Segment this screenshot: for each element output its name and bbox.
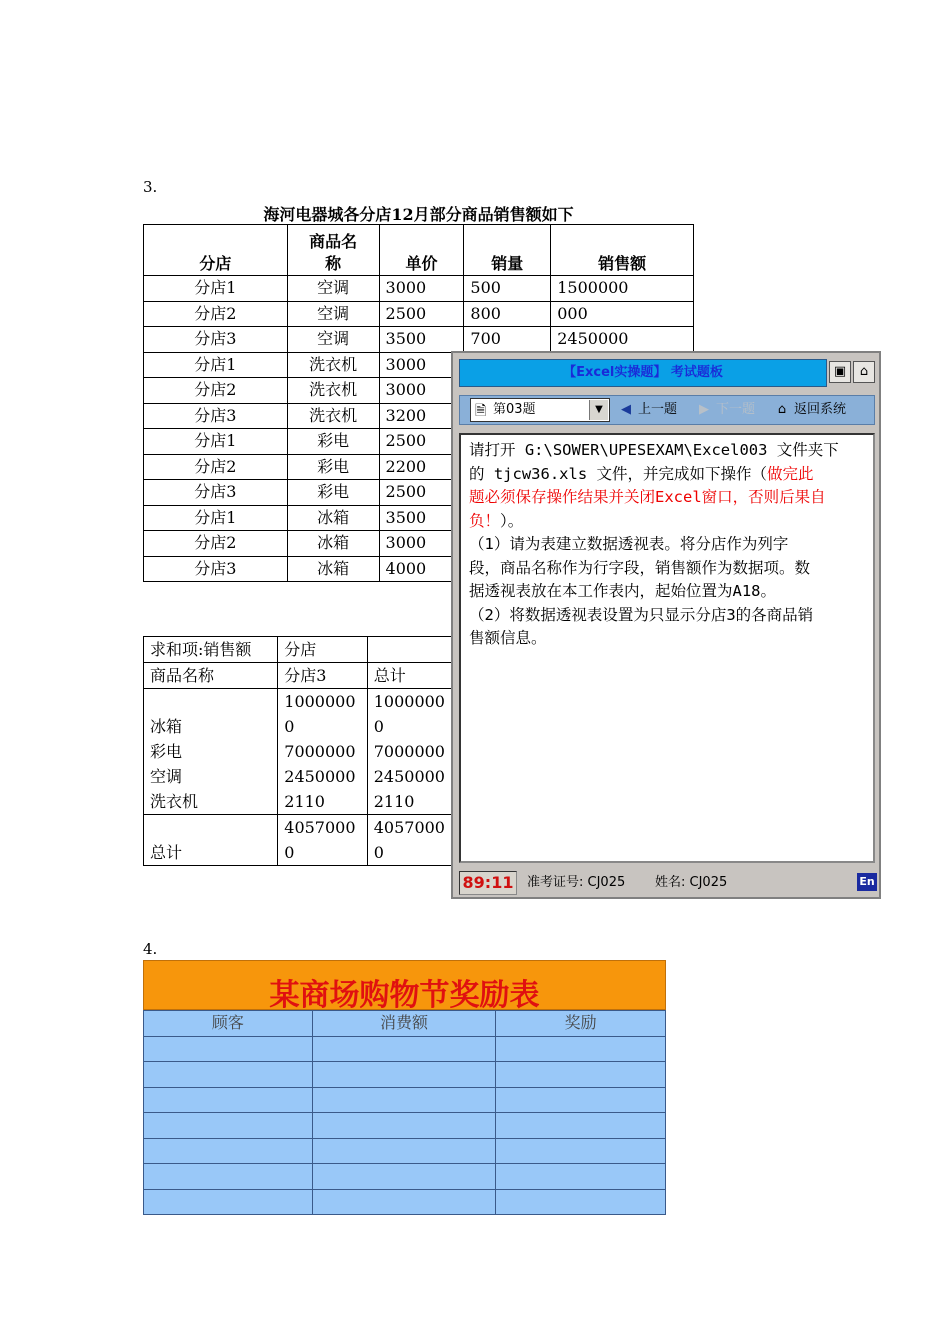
sales-cell: 分店2	[144, 301, 288, 327]
sales-cell: 分店1	[144, 429, 288, 455]
question-line: 段，商品名称作为行字段，销售额作为数据项。数	[469, 558, 811, 577]
header-reward: 奖励	[496, 1011, 666, 1037]
chevron-down-icon[interactable]: ▼	[589, 400, 608, 420]
reward-cell[interactable]	[144, 1164, 313, 1190]
reward-cell[interactable]	[496, 1087, 666, 1113]
reward-cell[interactable]	[312, 1164, 496, 1190]
header-store: 分店	[144, 225, 288, 276]
prev-label: 上一题	[638, 402, 678, 417]
sales-cell: 2500	[379, 301, 464, 327]
sales-row	[144, 301, 694, 327]
sales-cell: 彩电	[287, 429, 379, 455]
pivot-cell: 求和项:销售额	[144, 637, 278, 663]
pivot-value: 4057000	[284, 818, 356, 837]
sales-cell: 分店3	[144, 327, 288, 353]
sales-cell: 分店1	[144, 352, 288, 378]
sales-cell: 3000	[379, 276, 464, 302]
question-line: 据透视表放在本工作表内，起始位置为A18。	[469, 582, 776, 600]
reward-cell[interactable]	[144, 1138, 313, 1164]
pivot-total-label: 总计	[150, 843, 183, 862]
sales-cell: 3000	[379, 531, 464, 557]
pivot-value: 0	[373, 717, 384, 736]
panel-toolbar	[459, 395, 875, 425]
reward-title: 某商场购物节奖励表	[143, 960, 666, 1010]
question-number-3: 3.	[143, 178, 158, 196]
sales-cell: 分店1	[144, 505, 288, 531]
sales-cell: 空调	[287, 301, 379, 327]
document-icon: 🗎	[475, 403, 487, 419]
reward-cell[interactable]	[312, 1113, 496, 1139]
sales-cell: 500	[464, 276, 551, 302]
header-customer: 顾客	[144, 1011, 313, 1037]
pivot-store3-cell	[278, 689, 367, 815]
candidate-name: 姓名: CJ025	[655, 875, 728, 890]
sales-cell: 3500	[379, 505, 464, 531]
question-line: 请打开 G:\SOWER\UPESEXAM\Excel003 文件夹下	[469, 441, 839, 459]
sales-table-caption: 海河电器城各分店12月部分商品销售额如下	[263, 205, 574, 224]
pivot-product: 洗衣机	[150, 792, 199, 811]
pivot-cell: 分店	[278, 637, 367, 663]
sales-table-header	[144, 225, 694, 276]
panel-title: 【Excel实操题】 考试题板	[459, 359, 827, 387]
pivot-value: 2110	[373, 792, 415, 811]
sales-cell: 分店1	[144, 276, 288, 302]
sales-cell: 2500	[379, 480, 464, 506]
reward-row	[144, 1113, 666, 1139]
reward-grid	[143, 1010, 666, 1215]
exam-panel	[451, 351, 881, 899]
pivot-row-1	[144, 637, 452, 663]
question-line: 的 tjcw36.xls 文件，并完成如下操作（做完此	[469, 464, 814, 483]
sales-cell: 冰箱	[287, 556, 379, 582]
reward-row	[144, 1189, 666, 1215]
question-select-value: 第03题	[493, 402, 536, 417]
sales-cell: 空调	[287, 327, 379, 353]
pivot-table	[143, 636, 452, 866]
reward-cell[interactable]	[144, 1113, 313, 1139]
reward-cell[interactable]	[144, 1062, 313, 1088]
reward-header	[144, 1011, 666, 1037]
next-question-button[interactable]	[696, 399, 755, 421]
sales-cell: 700	[464, 327, 551, 353]
sales-cell: 分店3	[144, 480, 288, 506]
sales-row	[144, 276, 694, 302]
sales-cell: 000	[551, 301, 694, 327]
sales-cell: 2200	[379, 454, 464, 480]
pivot-total-store3	[278, 815, 367, 866]
sales-cell: 彩电	[287, 480, 379, 506]
sales-cell: 分店2	[144, 454, 288, 480]
reward-cell[interactable]	[312, 1087, 496, 1113]
sales-cell: 2500	[379, 429, 464, 455]
reward-cell[interactable]	[312, 1189, 496, 1215]
reward-cell[interactable]	[312, 1036, 496, 1062]
pivot-cell	[367, 637, 451, 663]
question-select[interactable]	[470, 398, 610, 422]
ticket-number: 准考证号: CJ025	[527, 875, 626, 890]
pivot-value: 2110	[284, 792, 325, 811]
reward-cell[interactable]	[312, 1138, 496, 1164]
panel-status-bar	[459, 871, 879, 895]
home-icon[interactable]: ⌂	[853, 361, 875, 383]
reward-cell[interactable]	[496, 1138, 666, 1164]
arrow-left-icon: ◀	[621, 402, 631, 417]
reward-cell[interactable]	[144, 1087, 313, 1113]
question-warning: 题必须保存操作结果并关闭Excel窗口，否则后果自	[469, 488, 826, 506]
pivot-value: 7000000	[284, 742, 356, 761]
sales-cell: 彩电	[287, 454, 379, 480]
pivot-cell: 分店3	[278, 663, 367, 689]
sales-row	[144, 327, 694, 353]
pivot-row-2	[144, 663, 452, 689]
reward-row	[144, 1087, 666, 1113]
pivot-total-label-cell	[144, 815, 278, 866]
pivot-value: 0	[284, 843, 295, 862]
reward-row	[144, 1164, 666, 1190]
home-icon: ⌂	[777, 402, 787, 417]
sales-cell: 分店3	[144, 403, 288, 429]
reward-cell[interactable]	[496, 1189, 666, 1215]
header-sales: 销售额	[551, 225, 694, 276]
sales-cell: 洗衣机	[287, 403, 379, 429]
pivot-value: 2450000	[284, 767, 356, 786]
sales-cell: 1500000	[551, 276, 694, 302]
sales-cell: 分店2	[144, 531, 288, 557]
sales-cell: 3000	[379, 378, 464, 404]
back-to-system-button[interactable]	[774, 399, 846, 421]
reward-row	[144, 1138, 666, 1164]
countdown-timer: 89:11	[459, 871, 517, 895]
pivot-value: 1000000	[284, 692, 356, 711]
pivot-value: 2450000	[373, 767, 445, 786]
pivot-product: 空调	[150, 767, 183, 786]
reward-row	[144, 1062, 666, 1088]
pivot-value: 1000000	[373, 692, 445, 711]
reward-cell[interactable]	[496, 1164, 666, 1190]
pivot-value: 0	[373, 843, 384, 862]
reward-cell[interactable]	[496, 1113, 666, 1139]
question-line: （2）将数据透视表设置为只显示分店3的各商品销	[469, 605, 814, 624]
sales-cell: 2450000	[551, 327, 694, 353]
sales-cell: 800	[464, 301, 551, 327]
reward-cell[interactable]	[144, 1036, 313, 1062]
sales-cell: 分店2	[144, 378, 288, 404]
reward-cell[interactable]	[496, 1036, 666, 1062]
sales-cell: 3500	[379, 327, 464, 353]
pivot-total-cell	[367, 689, 451, 815]
reward-cell[interactable]	[312, 1062, 496, 1088]
reward-row	[144, 1036, 666, 1062]
pivot-products-cell	[144, 689, 278, 815]
sales-cell: 3200	[379, 403, 464, 429]
header-qty: 销量	[464, 225, 551, 276]
pivot-value: 7000000	[373, 742, 445, 761]
prev-question-button[interactable]	[618, 399, 677, 421]
pivot-total-total	[367, 815, 451, 866]
pivot-cell: 总计	[367, 663, 451, 689]
arrow-right-icon: ▶	[699, 402, 709, 417]
pivot-value: 0	[284, 717, 295, 736]
header-spend: 消费额	[312, 1011, 496, 1037]
pivot-cell: 商品名称	[144, 663, 278, 689]
sales-cell: 3000	[379, 352, 464, 378]
sales-cell: 洗衣机	[287, 352, 379, 378]
reward-table	[143, 960, 666, 1215]
reward-cell[interactable]	[144, 1189, 313, 1215]
pivot-product: 冰箱	[150, 717, 183, 736]
header-product: 商品名 称	[287, 225, 379, 276]
question-text	[459, 433, 875, 863]
question-line: 负！）。	[469, 511, 524, 530]
sales-cell: 冰箱	[287, 505, 379, 531]
header-price: 单价	[379, 225, 464, 276]
pivot-total-row	[144, 815, 452, 866]
sales-cell: 空调	[287, 276, 379, 302]
next-label: 下一题	[716, 402, 756, 417]
sales-cell: 4000	[379, 556, 464, 582]
sales-cell: 分店3	[144, 556, 288, 582]
question-line: 售额信息。	[469, 629, 547, 647]
pivot-row-block	[144, 689, 452, 815]
sales-cell: 洗衣机	[287, 378, 379, 404]
question-number-4: 4.	[143, 940, 158, 958]
back-label: 返回系统	[794, 402, 847, 417]
reward-cell[interactable]	[496, 1062, 666, 1088]
pivot-product: 彩电	[150, 742, 183, 761]
ime-indicator[interactable]: En	[857, 873, 877, 891]
question-line: （1）请为表建立数据透视表。将分店作为列字	[469, 535, 789, 553]
pivot-value: 4057000	[373, 818, 445, 837]
sales-cell: 冰箱	[287, 531, 379, 557]
maximize-icon[interactable]: ▣	[829, 361, 851, 383]
